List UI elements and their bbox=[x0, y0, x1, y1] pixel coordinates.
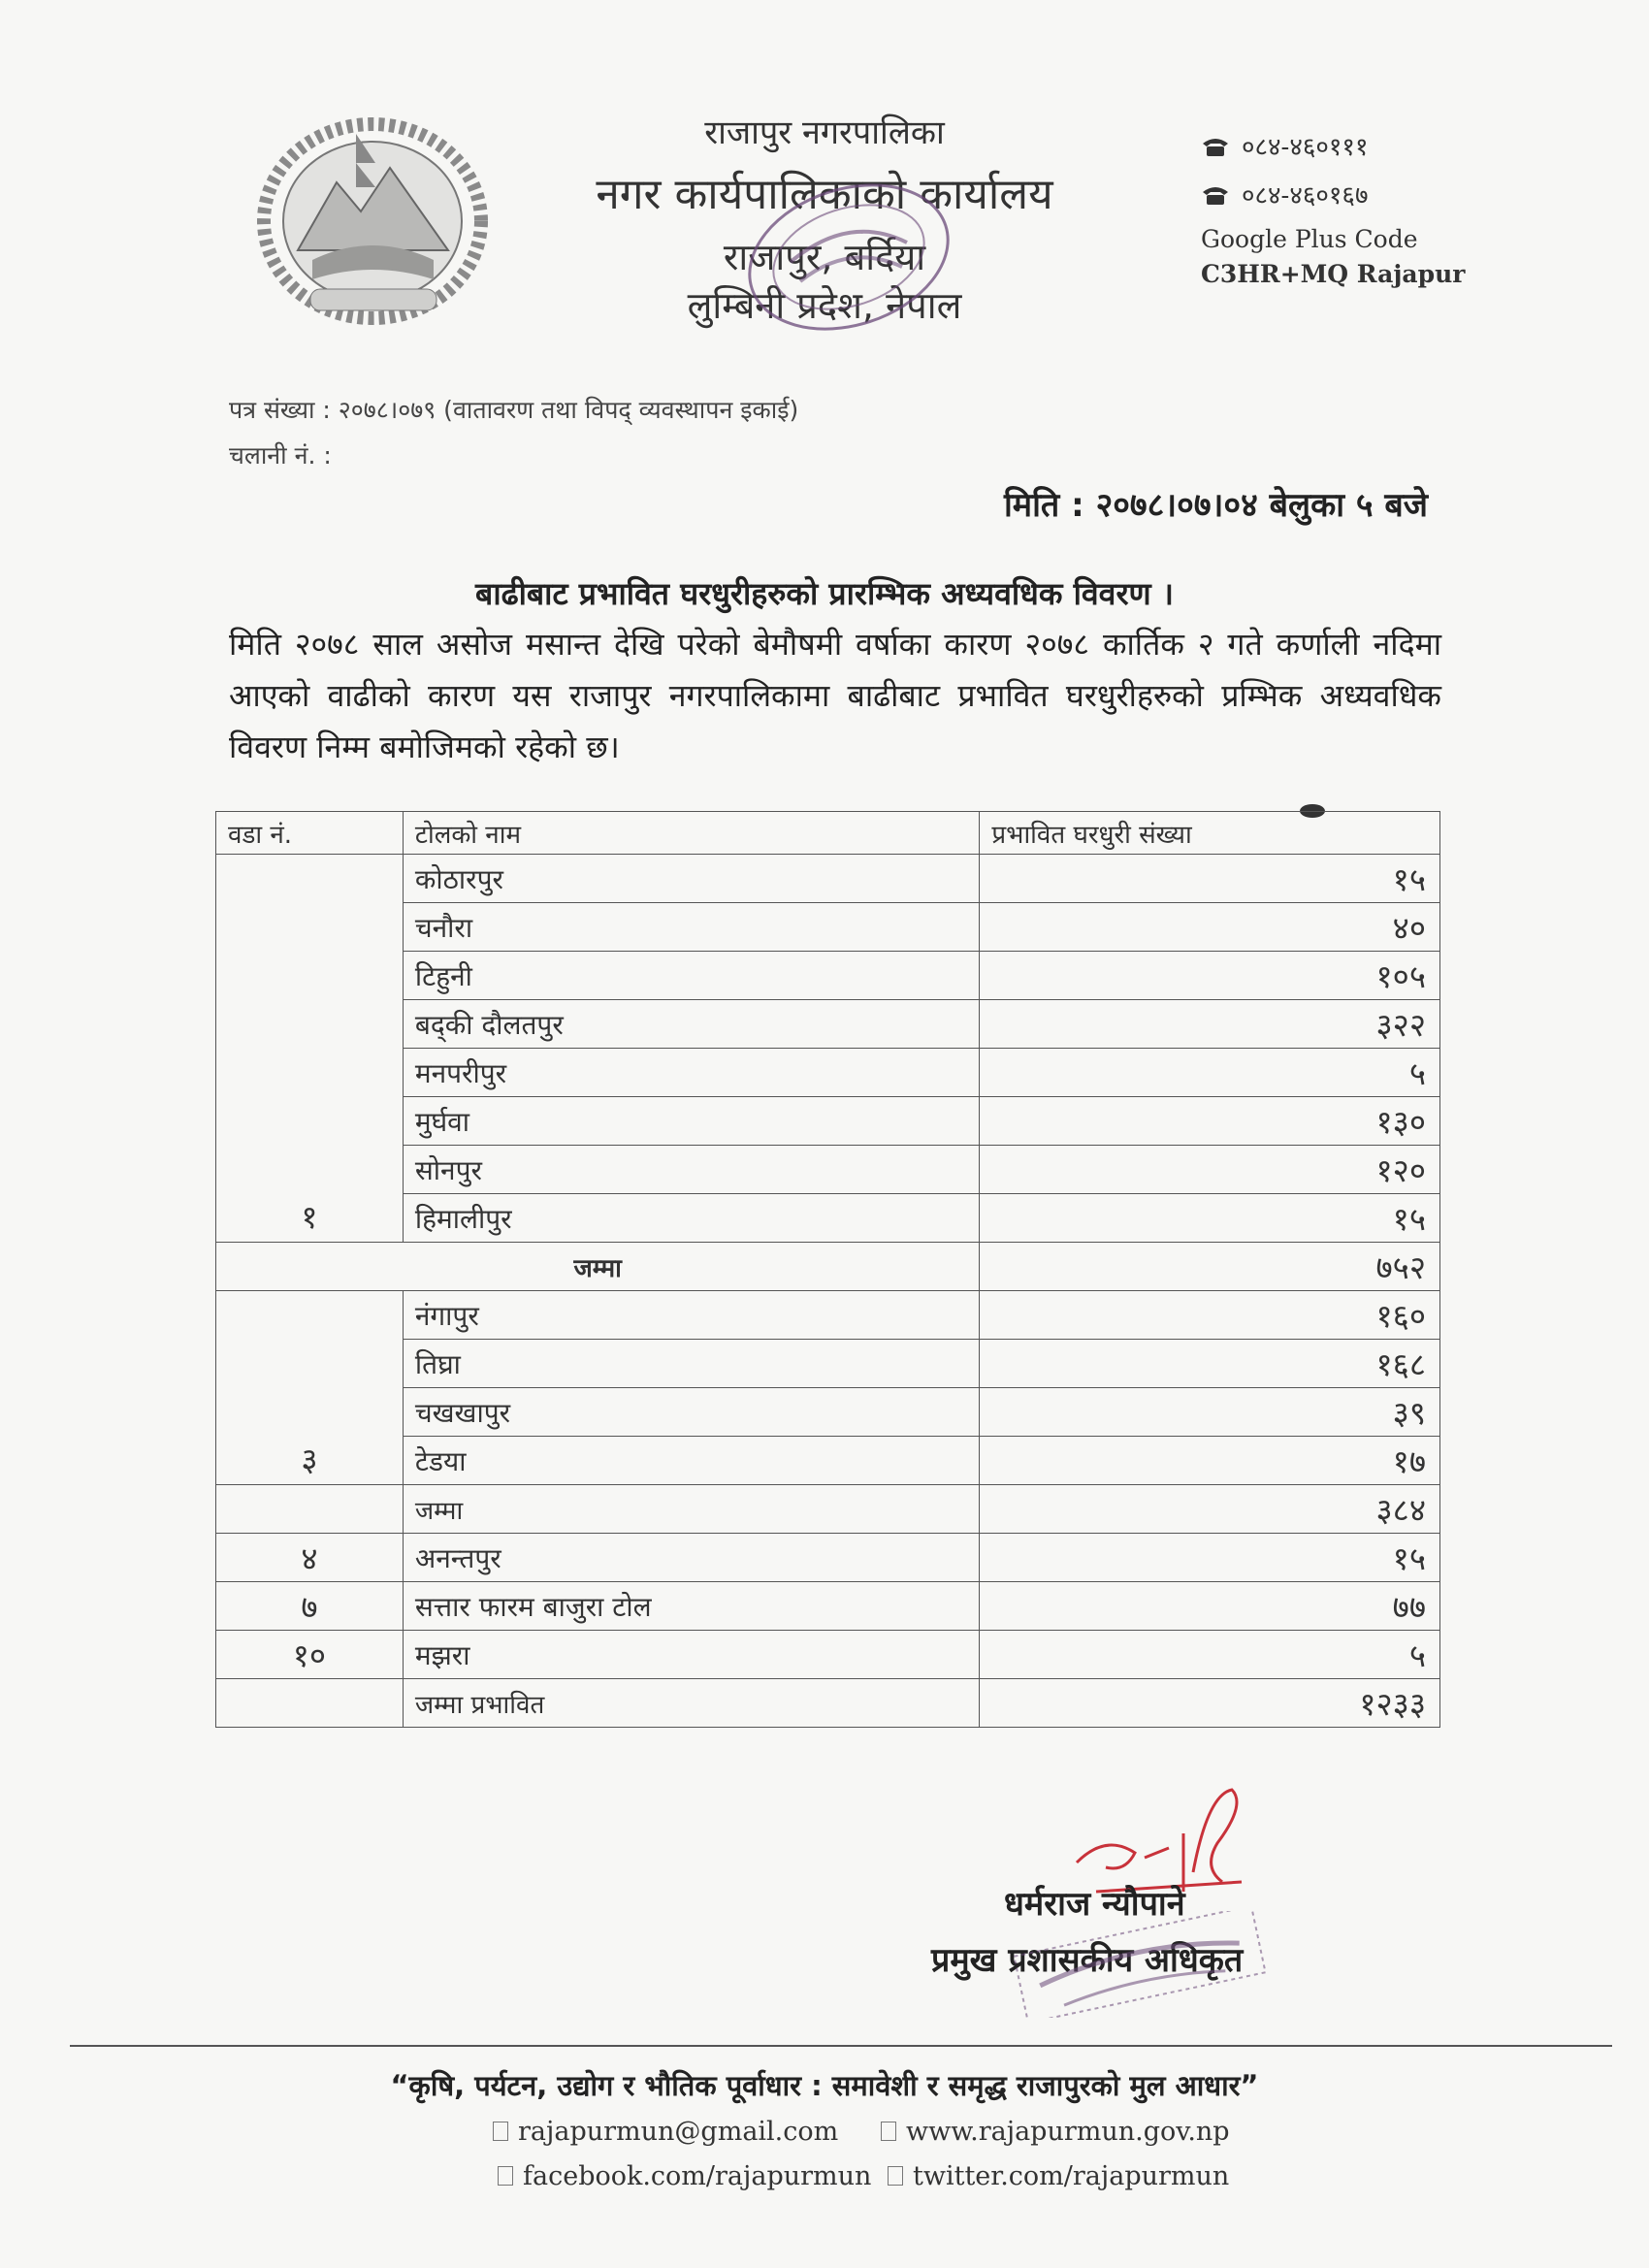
header-ward: वडा नं. bbox=[216, 812, 404, 855]
ward-number: १० bbox=[216, 1631, 404, 1679]
tole-name: सोनपुर bbox=[403, 1146, 980, 1194]
tole-name: तिघ्रा bbox=[403, 1340, 980, 1388]
email-icon bbox=[493, 2122, 508, 2141]
telephone-icon bbox=[1201, 184, 1230, 206]
tole-name: मुर्घवा bbox=[403, 1097, 980, 1146]
household-count: १५ bbox=[980, 1194, 1440, 1243]
household-count: १७ bbox=[980, 1437, 1440, 1485]
footer-divider bbox=[70, 2045, 1612, 2047]
letter-number: पत्र संख्या : २०७८।०७९ (वातावरण तथा विपद् व्यवस्थापन इकाई) bbox=[229, 396, 799, 424]
household-count: १५ bbox=[980, 1534, 1440, 1582]
footer-twitter bbox=[888, 2161, 1229, 2191]
household-count: ७७ bbox=[980, 1582, 1440, 1631]
org-province: लुम्बिनी प्रदेश, नेपाल bbox=[687, 284, 962, 327]
official-name: धर्मराज न्यौपाने bbox=[1004, 1885, 1185, 1924]
tole-name: बद्की दौलतपुर bbox=[403, 1000, 980, 1049]
household-count: १२० bbox=[980, 1146, 1440, 1194]
household-count: ४० bbox=[980, 903, 1440, 952]
footer-email bbox=[493, 2117, 838, 2147]
letter-subject: बाढीबाट प्रभावित घरधुरीहरुको प्रारम्भिक अध्यवधिक विवरण । bbox=[475, 575, 1174, 612]
footer-motto: “कृषि, पर्यटन, उद्योग र भौतिक पूर्वाधार : समावेशी र समृद्ध राजापुरको मुल आधार” bbox=[390, 2069, 1259, 2102]
ward-total-row bbox=[216, 1485, 1440, 1534]
tole-name: मझरा bbox=[403, 1631, 980, 1679]
ward-total-count: ७५२ bbox=[980, 1243, 1440, 1291]
ward-total-count: ३८४ bbox=[980, 1485, 1440, 1534]
table-row bbox=[216, 1631, 1440, 1679]
ward-number: ४ bbox=[216, 1534, 404, 1582]
nepal-emblem-icon bbox=[254, 114, 492, 328]
table-row bbox=[216, 855, 1440, 903]
tole-name: नंगापुर bbox=[403, 1291, 980, 1340]
ward-number: १ bbox=[216, 855, 404, 1243]
ward-total-label: जम्मा bbox=[403, 1485, 980, 1534]
household-count: ५ bbox=[980, 1049, 1440, 1097]
org-district: राजापुर, बर्दिया bbox=[723, 236, 926, 278]
empty-cell bbox=[216, 1679, 404, 1728]
dispatch-number: चलानी नं. : bbox=[229, 441, 332, 470]
household-count: ३९ bbox=[980, 1388, 1440, 1437]
affected-households-table bbox=[215, 811, 1440, 1728]
empty-cell bbox=[216, 1485, 404, 1534]
grand-total-row bbox=[216, 1679, 1440, 1728]
table-row bbox=[216, 1582, 1440, 1631]
footer-website-text: www.rajapurmun.gov.np bbox=[906, 2117, 1230, 2147]
household-count: १०५ bbox=[980, 952, 1440, 1000]
footer-email-text: rajapurmun@gmail.com bbox=[518, 2117, 839, 2147]
tole-name: कोठारपुर bbox=[403, 855, 980, 903]
household-count: ५ bbox=[980, 1631, 1440, 1679]
footer-facebook bbox=[498, 2161, 871, 2191]
footer-twitter-text: twitter.com/rajapurmun bbox=[913, 2161, 1230, 2191]
tole-name: अनन्तपुर bbox=[403, 1534, 980, 1582]
ward-number: ३ bbox=[216, 1291, 404, 1485]
header-count: प्रभावित घरधुरी संख्या bbox=[980, 812, 1440, 855]
ward-number: ७ bbox=[216, 1582, 404, 1631]
household-count: १६८ bbox=[980, 1340, 1440, 1388]
tole-name: चखखापुर bbox=[403, 1388, 980, 1437]
office-name: नगर कार्यपालिकाको कार्यालय bbox=[596, 170, 1053, 219]
facebook-icon bbox=[498, 2166, 513, 2186]
official-name-stamp-icon bbox=[999, 1911, 1280, 2018]
tole-name: टिहुनी bbox=[403, 952, 980, 1000]
household-count: १५ bbox=[980, 855, 1440, 903]
footer-website bbox=[881, 2117, 1230, 2147]
tole-name: सत्तार फारम बाजुरा टोल bbox=[403, 1582, 980, 1631]
letter-date: मिति : २०७८।०७।०४ बेलुका ५ बजे bbox=[1003, 486, 1428, 525]
household-count: ३२२ bbox=[980, 1000, 1440, 1049]
office-seal-stamp-icon bbox=[732, 175, 965, 340]
table-row bbox=[216, 1534, 1440, 1582]
grand-total-label: जम्मा प्रभावित bbox=[403, 1679, 980, 1728]
grand-total-count: १२३३ bbox=[980, 1679, 1440, 1728]
ward-total-label: जम्मा bbox=[216, 1243, 980, 1291]
header-tole: टोलको नाम bbox=[403, 812, 980, 855]
tole-name: टेडया bbox=[403, 1437, 980, 1485]
telephone-icon bbox=[1201, 136, 1230, 157]
phone-number-2 bbox=[1201, 177, 1368, 211]
tole-name: मनपरीपुर bbox=[403, 1049, 980, 1097]
official-title: प्रमुख प्रशासकीय अधिकृत bbox=[931, 1941, 1244, 1980]
ward-total-row bbox=[216, 1243, 1440, 1291]
google-plus-code-label: Google Plus Code bbox=[1201, 225, 1418, 253]
phone-number-2-text: ०८४-४६०१६७ bbox=[1242, 181, 1369, 211]
globe-icon bbox=[881, 2122, 896, 2141]
twitter-icon bbox=[888, 2166, 903, 2186]
table-row bbox=[216, 1291, 1440, 1340]
letter-body: मिति २०७८ साल असोज मसान्त देखि परेको बेमौषमी वर्षाका कारण २०७८ कार्तिक २ गते कर्णाली नदिमा आएको वाढीको कारण यस राजापुर नगरपालिकामा बाढीबाट प्रभावित घरधुरीहरुको प्रम्भिक अध्यवधिक विवरण निम्म बमोजिमको रहेको छ। bbox=[229, 626, 1441, 765]
tole-name: चनौरा bbox=[403, 903, 980, 952]
footer-facebook-text: facebook.com/rajapurmun bbox=[523, 2161, 872, 2191]
phone-number-1 bbox=[1201, 128, 1368, 163]
tole-name: हिमालीपुर bbox=[403, 1194, 980, 1243]
household-count: १६० bbox=[980, 1291, 1440, 1340]
phone-number-1-text: ०८४-४६०१११ bbox=[1242, 133, 1369, 162]
household-count: १३० bbox=[980, 1097, 1440, 1146]
google-plus-code: C3HR+MQ Rajapur bbox=[1201, 260, 1466, 288]
table-header-row bbox=[216, 812, 1440, 855]
org-name: राजापुर नगरपालिका bbox=[704, 113, 945, 152]
